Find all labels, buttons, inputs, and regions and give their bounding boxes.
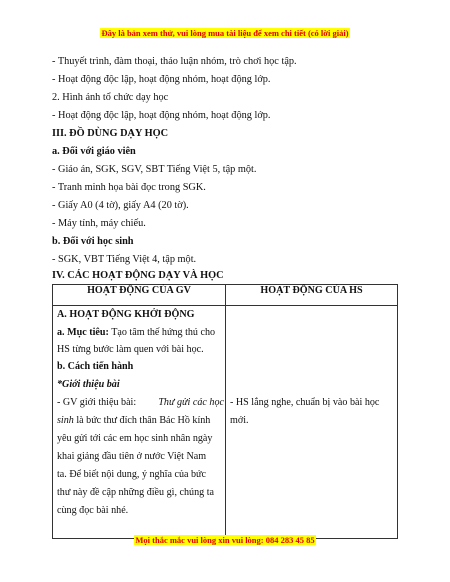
muc-tieu-line-2: HS từng bước làm quen với bài học. <box>57 344 204 355</box>
hs-cell <box>226 306 398 539</box>
teacher-item-4: - Máy tính, máy chiếu. <box>52 218 146 229</box>
hs-column-header: HOẠT ĐỘNG CỦA HS <box>226 285 398 306</box>
teacher-subheading: a. Đối với giáo viên <box>52 146 136 157</box>
student-subheading: b. Đối với học sinh <box>52 236 134 247</box>
teacher-item-3: - Giấy A0 (4 tờ), giấy A4 (20 tờ). <box>52 200 189 211</box>
table-header-row <box>53 285 398 306</box>
intro-line-5: ta. Để biết nội dung, ý nghĩa của bức <box>57 469 206 480</box>
teacher-item-2: - Tranh minh họa bài đọc trong SGK. <box>52 182 206 193</box>
contact-notice: Mọi thắc mắc vui lòng xin vui lòng: 084 283 45 85 <box>135 535 315 545</box>
organization-line: - Hoạt động độc lập, hoạt động nhóm, hoạt động lớp. <box>52 110 271 121</box>
intro-line-4: khai giảng đầu tiên ở nước Việt Nam <box>57 451 207 462</box>
activity-table <box>52 284 398 539</box>
hs-line-2: mới. <box>230 415 249 426</box>
intro-line-7: cùng đọc bài nhé. <box>57 505 129 516</box>
student-item-1: - SGK, VBT Tiếng Việt 4, tập một. <box>52 254 197 265</box>
section-iii-heading: III. ĐỒ DÙNG DẠY HỌC <box>52 128 169 139</box>
teacher-item-1: - Giáo án, SGK, SGV, SBT Tiếng Việt 5, tập một. <box>52 164 257 175</box>
cach-tien-hanh-heading: b. Cách tiến hành <box>57 361 134 372</box>
method-line-2: - Hoạt động độc lập, hoạt động nhóm, hoạt động lớp. <box>52 74 271 85</box>
section-iv-heading: IV. CÁC HOẠT ĐỘNG DẠY VÀ HỌC <box>52 270 224 281</box>
preview-notice: Đây là bản xem thử, vui lòng mua tài liệu để xem chi tiết (có lời giải) <box>101 28 349 38</box>
gv-cell <box>53 306 226 539</box>
table-row <box>53 306 398 539</box>
intro-line-3: yêu gửi tới các em học sinh nhân ngày <box>57 433 213 444</box>
intro-line-6: thư này đề cập những điều gì, chúng ta <box>57 487 214 498</box>
method-line-1: - Thuyết trình, đàm thoại, thảo luận nhóm, trò chơi học tập. <box>52 56 297 67</box>
hs-line-1: - HS lắng nghe, chuẩn bị vào bài học <box>230 397 380 408</box>
section-a-heading: A. HOẠT ĐỘNG KHỞI ĐỘNG <box>57 309 195 320</box>
gv-column-header: HOẠT ĐỘNG CỦA GV <box>53 285 226 306</box>
intro-line-1: - GV giới thiệu bài: Thư gửi các học <box>57 397 224 408</box>
muc-tieu-line: a. Mục tiêu: Tạo tâm thế hứng thú cho <box>57 327 216 338</box>
gioi-thieu-heading: *Giới thiệu bài <box>57 379 120 390</box>
intro-line-2: sinh là bức thư đích thân Bác Hồ kính <box>57 415 211 426</box>
organization-heading: 2. Hình ảnh tổ chức dạy học <box>52 92 169 103</box>
